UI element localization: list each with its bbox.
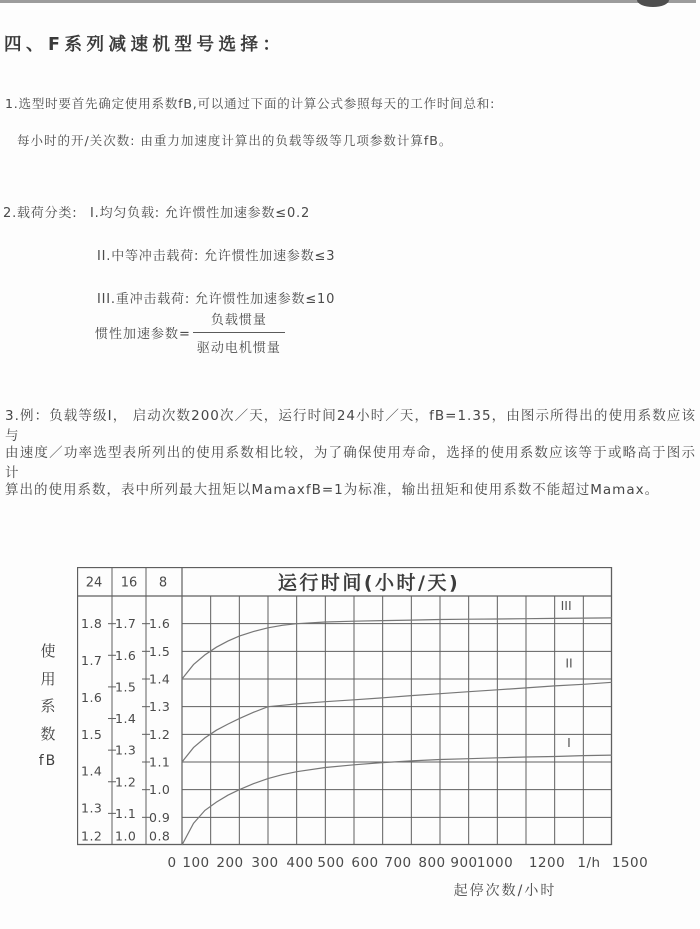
y-axis-label-char: 系 (40, 697, 56, 715)
svg-text:8: 8 (158, 575, 168, 591)
formula-lhs: 惯性加速参数= (95, 327, 191, 342)
svg-text:II: II (565, 655, 573, 671)
svg-text:1200: 1200 (528, 855, 566, 871)
svg-text:运行时间(小时/天): 运行时间(小时/天) (277, 572, 461, 594)
y-axis-label-fb: fB (38, 753, 58, 769)
svg-text:24: 24 (85, 575, 103, 591)
para1-line2: 每小时的开/关次数: 由重力加速度计算出的负载等级等几项参数计算fB。 (17, 133, 453, 148)
svg-text:I: I (567, 735, 571, 751)
para3-line2: 由速度／功率选型表所列出的使用系数相比较，为了确保使用寿命，选择的使用系数应该等于或略高于图示计 (5, 445, 696, 481)
formula-denominator: 驱动电机惯量 (196, 341, 281, 356)
svg-text:200: 200 (216, 855, 244, 871)
svg-text:1.5: 1.5 (81, 726, 103, 742)
svg-text:0.9: 0.9 (149, 809, 171, 825)
svg-text:0.8: 0.8 (149, 828, 171, 844)
svg-text:1.4: 1.4 (115, 711, 137, 727)
svg-text:1.4: 1.4 (149, 671, 171, 687)
svg-text:1.2: 1.2 (81, 828, 103, 844)
svg-text:1.6: 1.6 (81, 689, 103, 705)
svg-text:1.2: 1.2 (149, 726, 171, 742)
formula-numerator: 负载惯量 (193, 308, 285, 333)
svg-text:1.2: 1.2 (115, 774, 137, 790)
svg-text:0: 0 (167, 855, 177, 871)
top-rule (0, 0, 696, 3)
svg-text:1.6: 1.6 (115, 647, 137, 663)
y-axis-label (33, 638, 63, 776)
svg-text:1.5: 1.5 (149, 643, 171, 659)
para2-item2: II.中等冲击载荷: 允许惯性加速参数≤3 (97, 249, 336, 264)
para2-item3: III.重冲击载荷: 允许惯性加速参数≤10 (97, 292, 336, 307)
svg-text:1.1: 1.1 (149, 754, 171, 770)
svg-text:500: 500 (317, 855, 345, 871)
svg-text:800: 800 (418, 855, 446, 871)
selection-chart (77, 567, 657, 907)
y-axis-label-char: 数 (40, 724, 56, 743)
svg-text:700: 700 (384, 855, 412, 871)
y-axis-label-char: 用 (40, 669, 56, 688)
svg-text:1.7: 1.7 (115, 616, 137, 632)
para3-line3: 算出的使用系数，表中所列最大扭矩以MamaxfB=1为标准，输出扭矩和使用系数不能超过Mamax。 (5, 482, 660, 498)
svg-text:600: 600 (351, 855, 379, 871)
svg-text:300: 300 (251, 855, 279, 871)
svg-text:1.0: 1.0 (115, 828, 137, 844)
para2-item1: I.均匀负载: 允许惯性加速参数≤0.2 (90, 206, 311, 221)
logo-fragment-icon (637, 0, 669, 7)
formula-fraction (193, 308, 285, 357)
svg-text:100: 100 (182, 855, 210, 871)
svg-text:1.5: 1.5 (115, 679, 137, 695)
svg-text:1000: 1000 (476, 855, 514, 871)
svg-text:1.3: 1.3 (149, 699, 171, 715)
svg-text:16: 16 (120, 575, 138, 591)
svg-text:1/h: 1/h (577, 855, 601, 871)
svg-text:400: 400 (286, 855, 314, 871)
svg-text:1.0: 1.0 (149, 782, 171, 798)
svg-text:1.1: 1.1 (115, 805, 137, 821)
para3-line1: 3.例：负载等级I， 启动次数200次／天，运行时间24小时／天，fB=1.35，由图示所得出的使用系数应该与 (5, 408, 696, 444)
para2-label: 2.载荷分类: (3, 206, 78, 221)
svg-text:900: 900 (450, 855, 478, 871)
svg-text:1.3: 1.3 (81, 800, 103, 816)
svg-text:1500: 1500 (611, 855, 649, 871)
page-title: 四、F系列减速机型号选择： (4, 35, 285, 55)
svg-text:起停次数/小时: 起停次数/小时 (453, 883, 557, 899)
svg-text:1.6: 1.6 (149, 616, 171, 632)
inertia-formula (95, 308, 285, 357)
svg-text:III: III (560, 597, 572, 613)
svg-text:1.3: 1.3 (115, 742, 137, 758)
para1-line1: 1.选型时要首先确定使用系数fB,可以通过下面的计算公式参照每天的工作时间总和: (5, 96, 496, 111)
svg-text:1.8: 1.8 (81, 616, 103, 632)
svg-text:1.7: 1.7 (81, 653, 103, 669)
y-axis-label-char: 使 (40, 642, 56, 660)
svg-text:1.4: 1.4 (81, 763, 103, 779)
